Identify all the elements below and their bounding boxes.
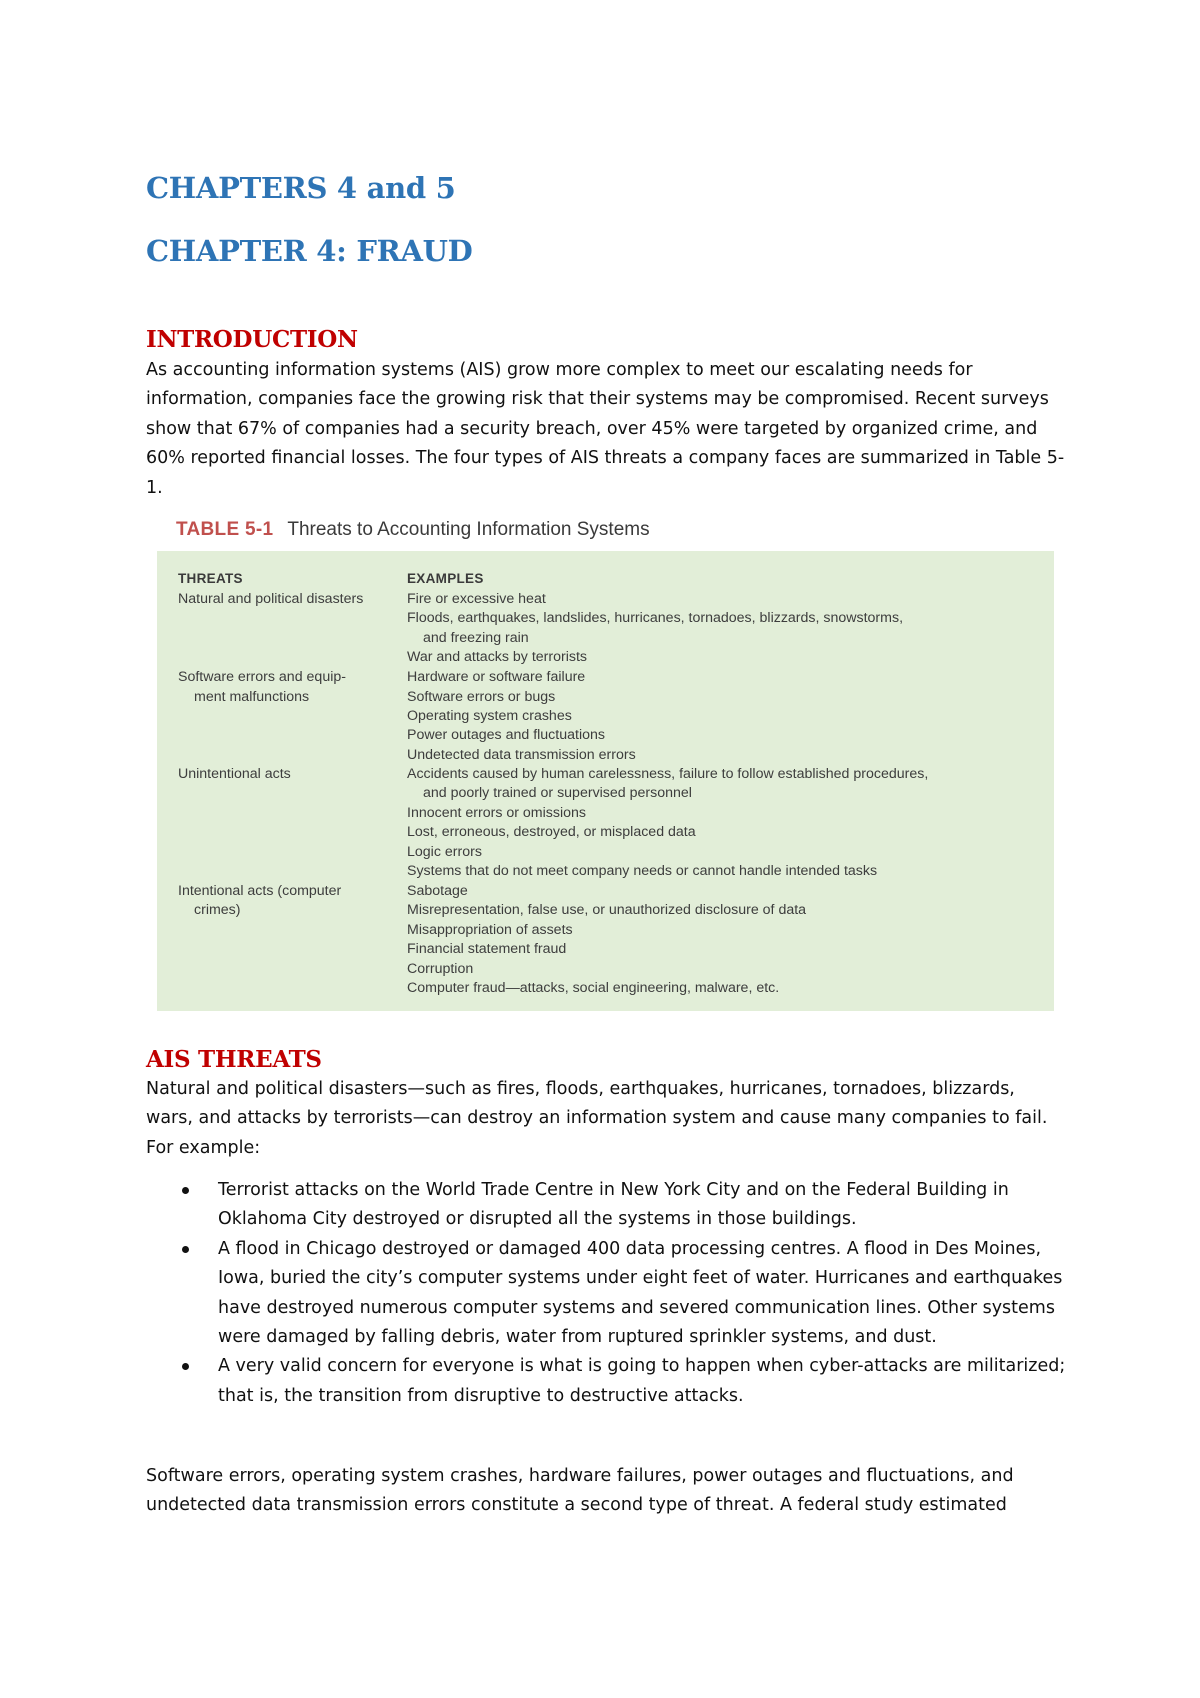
example-line: Sabotage [407, 883, 468, 899]
table-caption [176, 519, 650, 541]
table-label: TABLE 5-1 [176, 519, 274, 540]
threats-column-header: THREATS [178, 571, 243, 586]
example-line: Misrepresentation, false use, or unauthorized disclosure of data [407, 902, 807, 918]
examples-bullet-list [146, 1176, 1066, 1411]
example-line: Software errors or bugs [407, 689, 556, 705]
examples-column-header: EXAMPLES [407, 571, 484, 586]
example-line: and freezing rain [423, 630, 529, 646]
list-item: A very valid concern for everyone is what is going to happen when cyber-attacks are militarized; that is, the transition from disruptive to destructive attacks. [146, 1352, 1066, 1411]
example-line: Logic errors [407, 844, 482, 860]
threat-natural-disasters: Natural and political disasters [178, 591, 364, 607]
final-paragraph: Software errors, operating system crashes, hardware failures, power outages and fluctuations, and undetected data transmission errors constitute a second type of threat. A federal study estimated [146, 1466, 1014, 1516]
example-line: Floods, earthquakes, landslides, hurricanes, tornadoes, blizzards, snowstorms, [407, 610, 904, 626]
example-line: Hardware or software failure [407, 669, 586, 685]
threat-software-errors: Software errors and equip- [178, 669, 346, 685]
bullet-icon [182, 1246, 189, 1253]
example-line: Innocent errors or omissions [407, 805, 586, 821]
example-line: Corruption [407, 961, 474, 977]
threat-software-errors-cont: ment malfunctions [194, 689, 310, 705]
main-title: CHAPTERS 4 and 5 [146, 171, 456, 205]
threats-table [157, 551, 1054, 1011]
list-item: Terrorist attacks on the World Trade Centre in New York City and on the Federal Building in Oklahoma City destroyed or disrupted all the systems in those buildings. [146, 1176, 1066, 1235]
example-line: Fire or excessive heat [407, 591, 546, 607]
example-line: War and attacks by terrorists [407, 649, 588, 665]
example-line: Misappropriation of assets [407, 922, 573, 938]
bullet-icon [182, 1187, 189, 1194]
example-line: Systems that do not meet company needs or cannot handle intended tasks [407, 863, 878, 879]
example-line: Operating system crashes [407, 708, 572, 724]
threat-intentional-acts: Intentional acts (computer [178, 883, 342, 899]
ais-threats-paragraph: Natural and political disasters—such as fires, floods, earthquakes, hurricanes, tornadoes, blizzards, wars, and attacks by terrorists—can destroy an information system and cause many companies to fail. For example: [146, 1079, 1048, 1158]
threat-intentional-acts-cont: crimes) [194, 902, 241, 918]
example-line: and poorly trained or supervised personnel [423, 785, 692, 801]
example-line: Undetected data transmission errors [407, 747, 636, 763]
table-title: Threats to Accounting Information Systems [287, 519, 650, 540]
ais-threats-heading: AIS THREATS [146, 1046, 322, 1073]
example-line: Lost, erroneous, destroyed, or misplaced data [407, 824, 696, 840]
intro-paragraph: As accounting information systems (AIS) grow more complex to meet our escalating needs for information, companies face the growing risk that their systems may be compromised. Recent surveys show that 67% of companies had a security breach, over 45% were targeted by organized crime, and 60% reported financial losses. The four types of AIS threats a company faces are summarized in Table 5-1. [146, 360, 1065, 498]
bullet-icon [182, 1363, 189, 1370]
example-line: Computer fraud—attacks, social engineering, malware, etc. [407, 980, 780, 996]
example-line: Power outages and fluctuations [407, 727, 605, 743]
chapter-title: CHAPTER 4: FRAUD [146, 234, 473, 268]
example-line: Financial statement fraud [407, 941, 567, 957]
introduction-heading: INTRODUCTION [146, 326, 358, 353]
example-line: Accidents caused by human carelessness, failure to follow established procedures, [407, 766, 929, 782]
threat-unintentional-acts: Unintentional acts [178, 766, 291, 782]
list-item: A flood in Chicago destroyed or damaged 400 data processing centres. A flood in Des Moines, Iowa, buried the city’s computer systems under eight feet of water. Hurricanes and earthquakes have destroyed numerous computer systems and severed communication lines. Other systems were damaged by falling debris, water from ruptured sprinkler systems, and dust. [146, 1235, 1066, 1353]
